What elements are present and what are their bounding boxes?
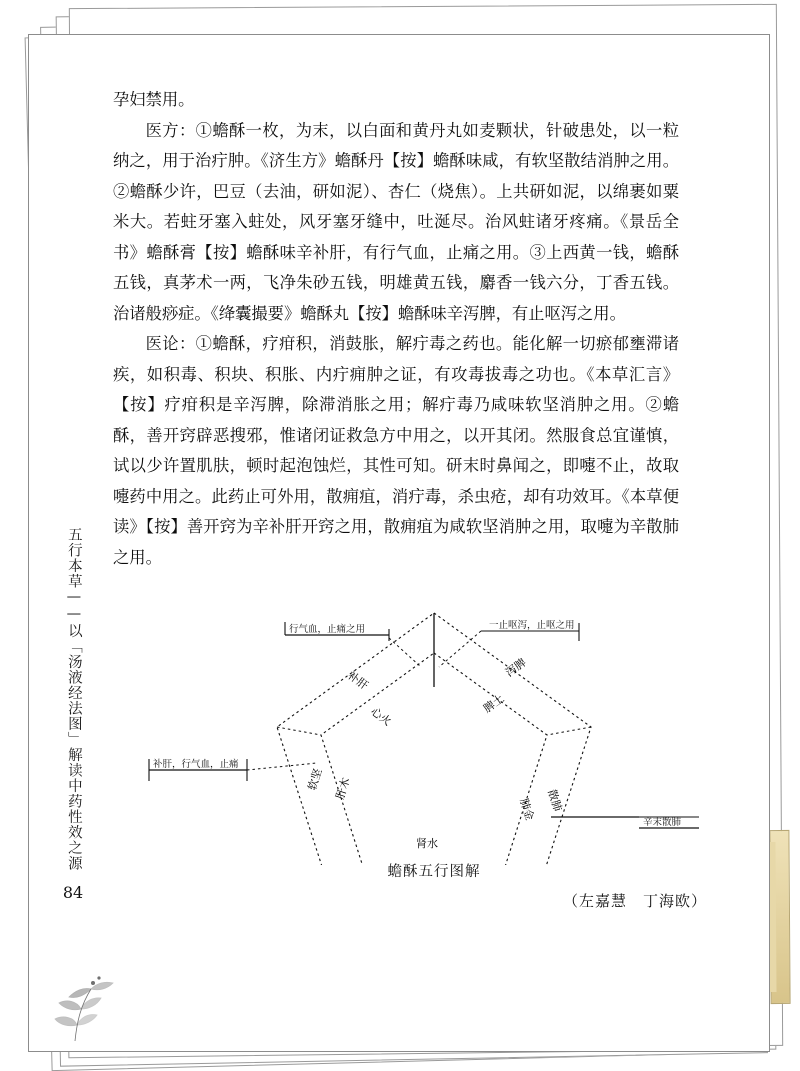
svg-text:一止呕泻，止呕之用: 一止呕泻，止呕之用 xyxy=(489,620,575,631)
author-signature: （左嘉慧 丁海欧） xyxy=(562,892,707,910)
paragraph-prescriptions: 医方：①蟾酥一枚，为末，以白面和黄丹丸如麦颗状，针破患处，以一粒纳之，用于治疔肿。《济生方》蟾酥丹【按】蟾酥味咸，有软坚散结消肿之用。②蟾酥少许，巴豆（去油，研如泥）、杏仁（烧焦）。上共研如泥，以绵裹如粟米大。若蛀牙塞入蛀处，风牙塞牙缝中，吐涎尽。治风蛀诸牙疼痛。《景岳全书》蟾酥膏【按】蟾酥味辛补肝，有行气血，止痛之用。③上西黄一钱，蟾酥五钱，真茅术一两，飞净朱砂五钱，明雄黄五钱，麝香一钱六分，丁香五钱。治诸般痧症。《绛囊撮要》蟾酥丸【按】蟾酥味辛泻脾，有止呕泻之用。 xyxy=(113,120,679,323)
callout-left xyxy=(149,758,317,781)
callout-top-left xyxy=(285,622,421,667)
svg-text:行气血，止痛之用: 行气血，止痛之用 xyxy=(289,624,366,635)
svg-text:软坚: 软坚 xyxy=(305,766,325,792)
callout-top-right xyxy=(439,619,579,667)
figure-caption: 蟾酥五行图解 xyxy=(387,864,481,880)
page-number: 84 xyxy=(62,883,84,902)
svg-text:泻脾: 泻脾 xyxy=(503,655,529,680)
book-page xyxy=(28,34,770,1052)
element-label-liver-wood xyxy=(333,776,353,801)
svg-text:辛末散肺: 辛末散肺 xyxy=(643,817,682,828)
svg-text:肝木: 肝木 xyxy=(333,775,353,801)
svg-text:补肝: 补肝 xyxy=(345,668,371,693)
floral-ornament xyxy=(47,963,167,1043)
five-elements-diagram xyxy=(139,595,729,865)
svg-text:散肺: 散肺 xyxy=(545,787,565,813)
callout-bottom-right xyxy=(551,816,699,828)
outer-label-left xyxy=(305,767,325,792)
body-text xyxy=(113,85,679,573)
svg-text:脾土: 脾土 xyxy=(481,691,507,716)
svg-text:心火: 心火 xyxy=(368,704,394,729)
five-elements-figure xyxy=(139,595,729,905)
running-title-vertical xyxy=(51,527,95,947)
element-label-spleen-earth xyxy=(481,691,507,715)
outer-label-right xyxy=(545,788,565,813)
outer-label-upper-left xyxy=(345,668,371,692)
paragraph-discussion: 医论：①蟾酥，疗疳积，消鼓胀，解疔毒之药也。能化解一切瘀郁壅滞诸疾，如积毒、积块、积胀、内疔痈肿之证，有攻毒拔毒之功也。《本草汇言》【按】疗疳积是辛泻脾，除滞消胀之用；解疔毒乃咸味软坚消肿之用。②蟾酥，善开窍辟恶搜邪，惟诸闭证救急方中用之，以开其闭。然服食总宜谨慎，试以少许置肌肤，顿时起泡蚀烂，其性可知。研末时鼻闻之，即嚏不止，故取嚏药中用之。此药止可外用，散痈疽，消疔毒，杀虫疮，却有功效耳。《本草便读》【按】善开窍为辛补肝开窍之用，散痈疽为咸软坚消肿之用，取嚏为辛散肺之用。 xyxy=(113,334,679,567)
element-label-heart-fire xyxy=(368,704,394,728)
paragraph-warning: 孕妇禁用。 xyxy=(113,90,195,109)
svg-text:补肝，行气血，止痛: 补肝，行气血，止痛 xyxy=(153,759,239,770)
svg-text:肾水: 肾水 xyxy=(416,837,438,850)
element-label-kidney-water xyxy=(416,836,438,850)
book-title-vertical: 五行本草——以「汤液经法图」解读中药性效之源 xyxy=(65,527,82,871)
outer-label-upper-right xyxy=(503,656,528,679)
svg-text:肺金: 肺金 xyxy=(517,796,537,822)
